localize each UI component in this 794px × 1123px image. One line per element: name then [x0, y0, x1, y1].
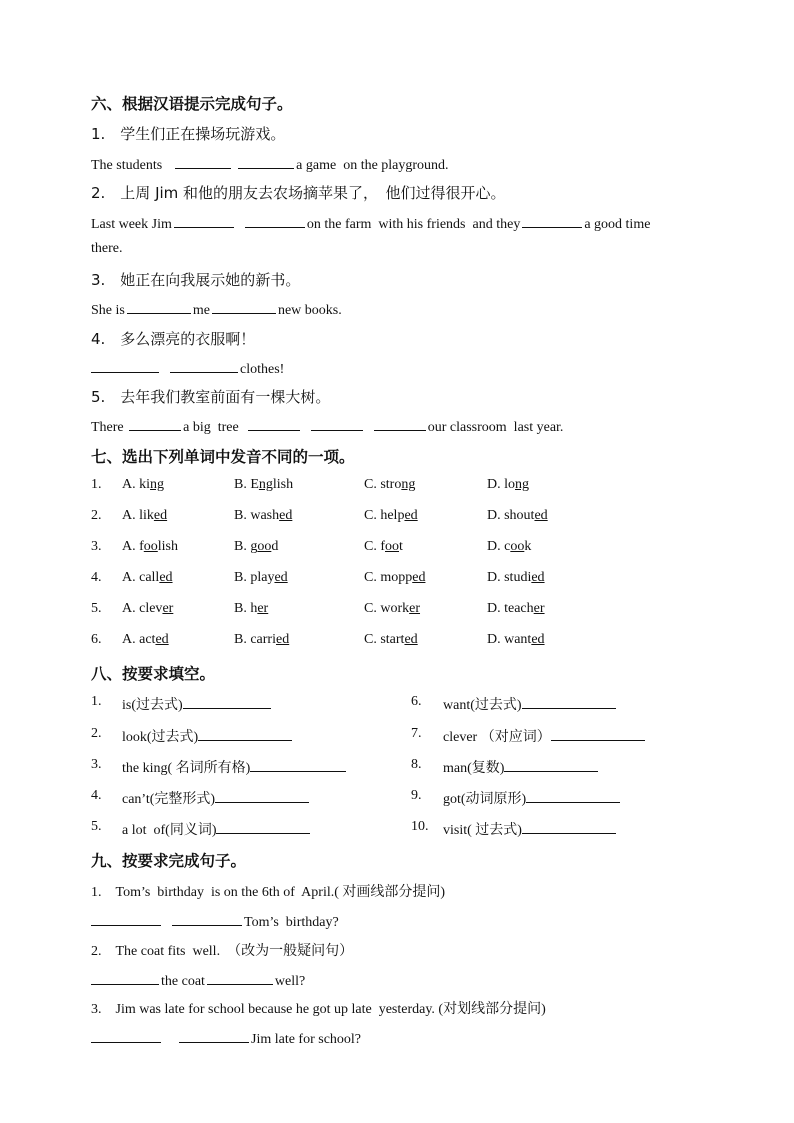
- underlined-part: er: [409, 601, 421, 616]
- s8-item: [122, 788, 309, 808]
- word-part: A. act: [122, 632, 156, 647]
- word-part: B. g: [234, 539, 258, 554]
- answer-blank[interactable]: [212, 300, 276, 314]
- answer-blank[interactable]: [172, 912, 242, 926]
- underlined-part: er: [162, 601, 174, 616]
- question-number: 1.: [91, 694, 102, 709]
- word-part: C. help: [364, 508, 405, 523]
- choice-option-a[interactable]: [122, 508, 167, 524]
- answer-blank[interactable]: [245, 214, 305, 228]
- answer-blank[interactable]: [522, 820, 616, 834]
- item-text: clever （对应词）: [443, 730, 551, 745]
- answer-blank[interactable]: [129, 417, 181, 431]
- word-part: A. ki: [122, 477, 150, 492]
- question-number: 4.: [91, 570, 102, 585]
- question-number: 8.: [411, 757, 422, 772]
- answer-blank[interactable]: [91, 359, 159, 373]
- section-9-title: 九、按要求完成句子。: [91, 852, 247, 870]
- item-text: want(过去式): [443, 698, 522, 713]
- word-part: D. shout: [487, 508, 535, 523]
- underlined-part: ed: [275, 632, 290, 647]
- answer-blank[interactable]: [311, 417, 363, 431]
- underlined-part: ed: [531, 570, 545, 585]
- item-text: is(过去式): [122, 698, 183, 713]
- question-number: 5.: [91, 601, 102, 616]
- s8-item: [443, 819, 616, 839]
- choice-option-a[interactable]: [122, 601, 173, 617]
- word-part: B. E: [234, 477, 259, 492]
- choice-option-a[interactable]: [122, 632, 169, 648]
- s6-q5-answer-line: There a big tree our classroom last year.: [91, 417, 563, 436]
- underlined-part: ng: [258, 477, 273, 492]
- s9-q1-prompt: 1. Tom’s birthday is on the 6th of April.( 对画线部分提问): [91, 885, 446, 900]
- s9-q2-answer-line: the coat well?: [91, 971, 305, 990]
- underlined-part: oo: [385, 539, 399, 554]
- choice-option-b[interactable]: [234, 477, 293, 493]
- underlined-part: ng: [401, 477, 416, 492]
- answer-blank[interactable]: [91, 971, 159, 985]
- choice-option-a[interactable]: [122, 539, 178, 555]
- word-part: A. lik: [122, 508, 154, 523]
- s6-q3-answer-line: She is me new books.: [91, 300, 342, 319]
- word-part: B. wash: [234, 508, 280, 523]
- choice-option-c[interactable]: [364, 477, 415, 493]
- section-6-title: 六、根据汉语提示完成句子。: [91, 95, 293, 113]
- underlined-part: ng: [515, 477, 529, 492]
- s6-q1-prompt: 1. 学生们正在操场玩游戏。: [91, 125, 286, 143]
- s8-item: [443, 694, 616, 714]
- answer-blank[interactable]: [522, 214, 582, 228]
- s6-q3-prompt: 3. 她正在向我展示她的新书。: [91, 271, 301, 289]
- answer-blank[interactable]: [183, 695, 271, 709]
- answer-blank[interactable]: [551, 727, 645, 741]
- question-number: 3.: [91, 757, 102, 772]
- choice-option-b[interactable]: [234, 632, 289, 648]
- word-part: C. mopp: [364, 570, 413, 585]
- answer-blank[interactable]: [522, 695, 616, 709]
- s6-q4-answer-line: clothes!: [91, 359, 284, 378]
- choice-option-c[interactable]: [364, 539, 403, 555]
- underlined-part: er: [533, 601, 545, 616]
- answer-blank[interactable]: [198, 727, 292, 741]
- underlined-part: ed: [153, 508, 168, 523]
- choice-option-d[interactable]: [487, 570, 545, 586]
- question-number: 4.: [91, 788, 102, 803]
- word-part: d: [271, 539, 279, 554]
- question-number: 2.: [91, 508, 102, 523]
- underlined-part: ed: [159, 570, 173, 585]
- answer-blank[interactable]: [179, 1029, 249, 1043]
- s6-q5-prompt: 5. 去年我们教室前面有一棵大树。: [91, 388, 331, 406]
- item-text: can’t(完整形式): [122, 792, 216, 807]
- s6-q4-prompt: 4. 多么漂亮的衣服啊！: [91, 330, 256, 348]
- question-number: 6.: [91, 632, 102, 647]
- choice-option-c[interactable]: [364, 570, 425, 586]
- choice-option-b[interactable]: [234, 508, 292, 524]
- choice-option-d[interactable]: [487, 508, 548, 524]
- s9-q1-answer-line: Tom’s birthday?: [91, 912, 339, 931]
- item-text: a lot of(同义词): [122, 823, 217, 838]
- word-part: B. play: [234, 570, 275, 585]
- choice-option-b[interactable]: [234, 539, 278, 555]
- choice-option-a[interactable]: [122, 477, 164, 493]
- answer-blank[interactable]: [207, 971, 273, 985]
- answer-blank[interactable]: [175, 155, 231, 169]
- answer-blank[interactable]: [174, 214, 234, 228]
- word-part: C. work: [364, 601, 410, 616]
- choice-option-d[interactable]: [487, 601, 545, 617]
- question-number: 1.: [91, 477, 102, 492]
- question-number: 7.: [411, 726, 422, 741]
- underlined-part: ed: [279, 508, 293, 523]
- s8-item: [443, 788, 620, 808]
- s9-q3-answer-line: Jim late for school?: [91, 1029, 361, 1048]
- question-number: 6.: [411, 694, 422, 709]
- word-part: k: [524, 539, 532, 554]
- answer-blank[interactable]: [248, 417, 300, 431]
- word-part: D. teach: [487, 601, 534, 616]
- underlined-part: er: [257, 601, 269, 616]
- underlined-part: ed: [155, 632, 169, 647]
- s6-q2-continuation: there.: [91, 241, 123, 256]
- section-7-title: 七、选出下列单词中发音不同的一项。: [91, 448, 355, 466]
- word-part: D. c: [487, 539, 511, 554]
- s8-item: [443, 757, 598, 777]
- s6-q2-prompt: 2. 上周 Jim 和他的朋友去农场摘苹果了， 他们过得很开心。: [91, 184, 506, 202]
- choice-option-d[interactable]: [487, 477, 529, 493]
- s8-item: [122, 694, 271, 714]
- s9-q2-prompt: 2. The coat fits well. （改为一般疑问句）: [91, 944, 354, 959]
- question-number: 2.: [91, 726, 102, 741]
- underlined-part: oo: [257, 539, 272, 554]
- underlined-part: ed: [534, 508, 548, 523]
- answer-blank[interactable]: [526, 789, 620, 803]
- choice-option-b[interactable]: [234, 570, 288, 586]
- answer-blank[interactable]: [170, 359, 238, 373]
- choice-option-b[interactable]: [234, 601, 268, 617]
- word-part: D. want: [487, 632, 532, 647]
- s8-item: [122, 819, 310, 839]
- item-text: visit( 过去式): [443, 823, 522, 838]
- item-text: the king( 名词所有格): [122, 761, 251, 776]
- underlined-part: ed: [412, 570, 426, 585]
- word-part: t: [399, 539, 403, 554]
- word-part: A. f: [122, 539, 144, 554]
- word-part: B. h: [234, 601, 258, 616]
- underlined-part: ed: [274, 570, 288, 585]
- word-part: D. lo: [487, 477, 515, 492]
- section-8-title: 八、按要求填空。: [91, 665, 216, 683]
- question-number: 10.: [411, 819, 429, 834]
- underlined-part: oo: [510, 539, 525, 554]
- item-text: man(复数): [443, 761, 505, 776]
- word-part: C. start: [364, 632, 405, 647]
- item-text: look(过去式): [122, 730, 199, 745]
- item-text: got(动词原形): [443, 792, 527, 807]
- choice-option-d[interactable]: [487, 539, 531, 555]
- choice-option-c[interactable]: [364, 632, 418, 648]
- s8-item: [443, 726, 645, 746]
- word-part: A. call: [122, 570, 160, 585]
- answer-blank[interactable]: [216, 820, 310, 834]
- choice-option-d[interactable]: [487, 632, 545, 648]
- s6-q2-answer-line: Last week Jim on the farm with his friends and they a good time: [91, 214, 650, 233]
- answer-blank[interactable]: [91, 912, 161, 926]
- s9-q3-prompt: 3. Jim was late for school because he got up late yesterday. (对划线部分提问): [91, 1002, 546, 1017]
- answer-blank[interactable]: [215, 789, 309, 803]
- question-number: 3.: [91, 539, 102, 554]
- answer-blank[interactable]: [238, 155, 294, 169]
- underlined-part: ed: [404, 508, 418, 523]
- underlined-part: ng: [150, 477, 164, 492]
- underlined-part: ed: [531, 632, 545, 647]
- word-part: C. stro: [364, 477, 402, 492]
- word-part: B. carri: [234, 632, 276, 647]
- s6-q1-answer-line: The students a game on the playground.: [91, 155, 449, 174]
- answer-blank[interactable]: [504, 758, 598, 772]
- word-part: A. clev: [122, 601, 163, 616]
- underlined-part: oo: [143, 539, 158, 554]
- choice-option-c[interactable]: [364, 508, 418, 524]
- word-part: lish: [157, 539, 179, 554]
- answer-blank[interactable]: [91, 1029, 161, 1043]
- word-part: D. studi: [487, 570, 532, 585]
- answer-blank[interactable]: [127, 300, 191, 314]
- word-part: C. f: [364, 539, 385, 554]
- choice-option-c[interactable]: [364, 601, 420, 617]
- s8-item: [122, 757, 346, 777]
- choice-option-a[interactable]: [122, 570, 173, 586]
- word-part: lish: [272, 477, 294, 492]
- answer-blank[interactable]: [374, 417, 426, 431]
- question-number: 9.: [411, 788, 422, 803]
- question-number: 5.: [91, 819, 102, 834]
- underlined-part: ed: [404, 632, 418, 647]
- s8-item: [122, 726, 292, 746]
- answer-blank[interactable]: [250, 758, 346, 772]
